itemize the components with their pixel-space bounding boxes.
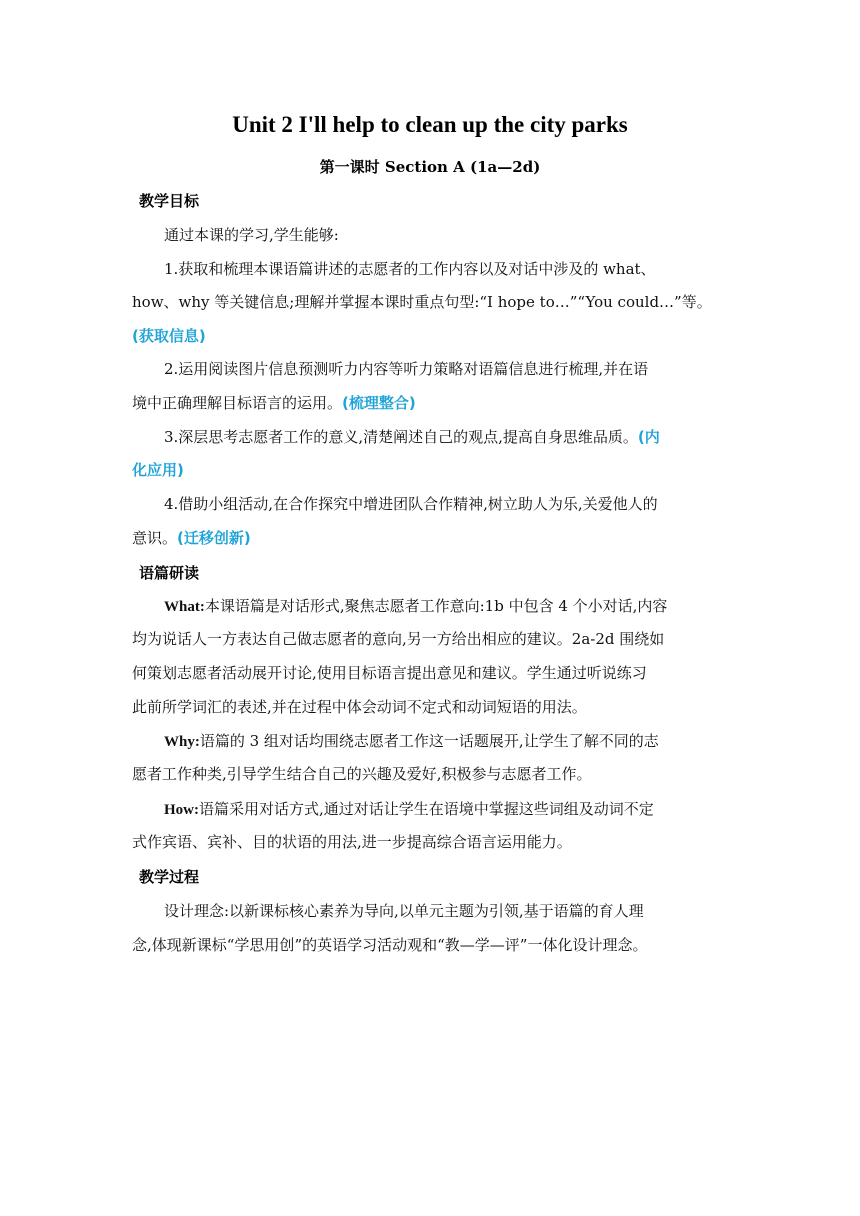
objective-3-tag-start: (内 bbox=[637, 428, 660, 446]
objective-4-tag: (迁移创新) bbox=[177, 529, 251, 547]
process-line-2: 念,体现新课标“学思用创”的英语学习活动观和“教—学—评”一体化设计理念。 bbox=[132, 936, 648, 954]
objective-1-tag: (获取信息) bbox=[132, 327, 206, 345]
how-line-2: 式作宾语、宾补、目的状语的用法,进一步提高综合语言运用能力。 bbox=[132, 833, 572, 851]
process-line-1: 设计理念:以新课标核心素养为导向,以单元主题为引领,基于语篇的育人理 bbox=[164, 902, 644, 920]
what-label: What: bbox=[164, 599, 205, 615]
objectives-intro: 通过本课的学习,学生能够: bbox=[164, 226, 339, 244]
objective-3-line-2 bbox=[132, 460, 184, 480]
why-text-1: 语篇的 3 组对话均围绕志愿者工作这一话题展开,让学生了解不同的志 bbox=[199, 732, 659, 750]
objective-2-text: 境中正确理解目标语言的运用。 bbox=[132, 394, 343, 412]
objective-3-text: 3.深层思考志愿者工作的意义,清楚阐述自己的观点,提高自身思维品质。 bbox=[164, 428, 638, 446]
objective-4-text: 意识。 bbox=[132, 529, 178, 547]
objective-4-line-1: 4.借助小组活动,在合作探究中增进团队合作精神,树立助人为乐,关爱他人的 bbox=[164, 495, 658, 513]
what-text-1: 本课语篇是对话形式,聚焦志愿者工作意向:1b 中包含 4 个小对话,内容 bbox=[204, 597, 668, 615]
why-label: Why: bbox=[164, 734, 200, 750]
objectives-heading: 教学目标 bbox=[139, 192, 200, 210]
how-label: How: bbox=[164, 802, 199, 818]
objective-2-line-2 bbox=[132, 393, 416, 413]
objective-3-line-1 bbox=[164, 427, 660, 447]
objective-1-line-2: how、why 等关键信息;理解并掌握本课时重点句型:“I hope to…”“You could…”等。 bbox=[132, 293, 712, 311]
what-line-4: 此前所学词汇的表述,并在过程中体会动词不定式和动词短语的用法。 bbox=[132, 698, 587, 716]
why-line-1 bbox=[164, 731, 659, 752]
objective-4-line-2 bbox=[132, 528, 251, 548]
objective-3-tag-end: 化应用) bbox=[132, 461, 184, 479]
process-heading: 教学过程 bbox=[139, 868, 200, 886]
how-text-1: 语篇采用对话方式,通过对话让学生在语境中掌握这些词组及动词不定 bbox=[199, 800, 654, 818]
objective-1-tag-line bbox=[132, 326, 206, 346]
lesson-subtitle: 第一课时 Section A (1a—2d) bbox=[319, 158, 541, 176]
how-line-1 bbox=[164, 799, 654, 820]
document-title: Unit 2 I'll help to clean up the city parks bbox=[232, 112, 628, 137]
what-line-3: 何策划志愿者活动展开讨论,使用目标语言提出意见和建议。学生通过听说练习 bbox=[132, 664, 647, 682]
why-line-2: 愿者工作种类,引导学生结合自己的兴趣及爱好,积极参与志愿者工作。 bbox=[132, 765, 592, 783]
what-line-2: 均为说话人一方表达自己做志愿者的意向,另一方给出相应的建议。2a-2d 围绕如 bbox=[132, 630, 665, 648]
reading-heading: 语篇研读 bbox=[139, 564, 200, 582]
objective-2-tag: (梳理整合) bbox=[342, 394, 416, 412]
objective-2-line-1: 2.运用阅读图片信息预测听力内容等听力策略对语篇信息进行梳理,并在语 bbox=[164, 360, 649, 378]
what-line-1 bbox=[164, 596, 667, 617]
objective-1-line-1: 1.获取和梳理本课语篇讲述的志愿者的工作内容以及对话中涉及的 what、 bbox=[164, 260, 656, 278]
